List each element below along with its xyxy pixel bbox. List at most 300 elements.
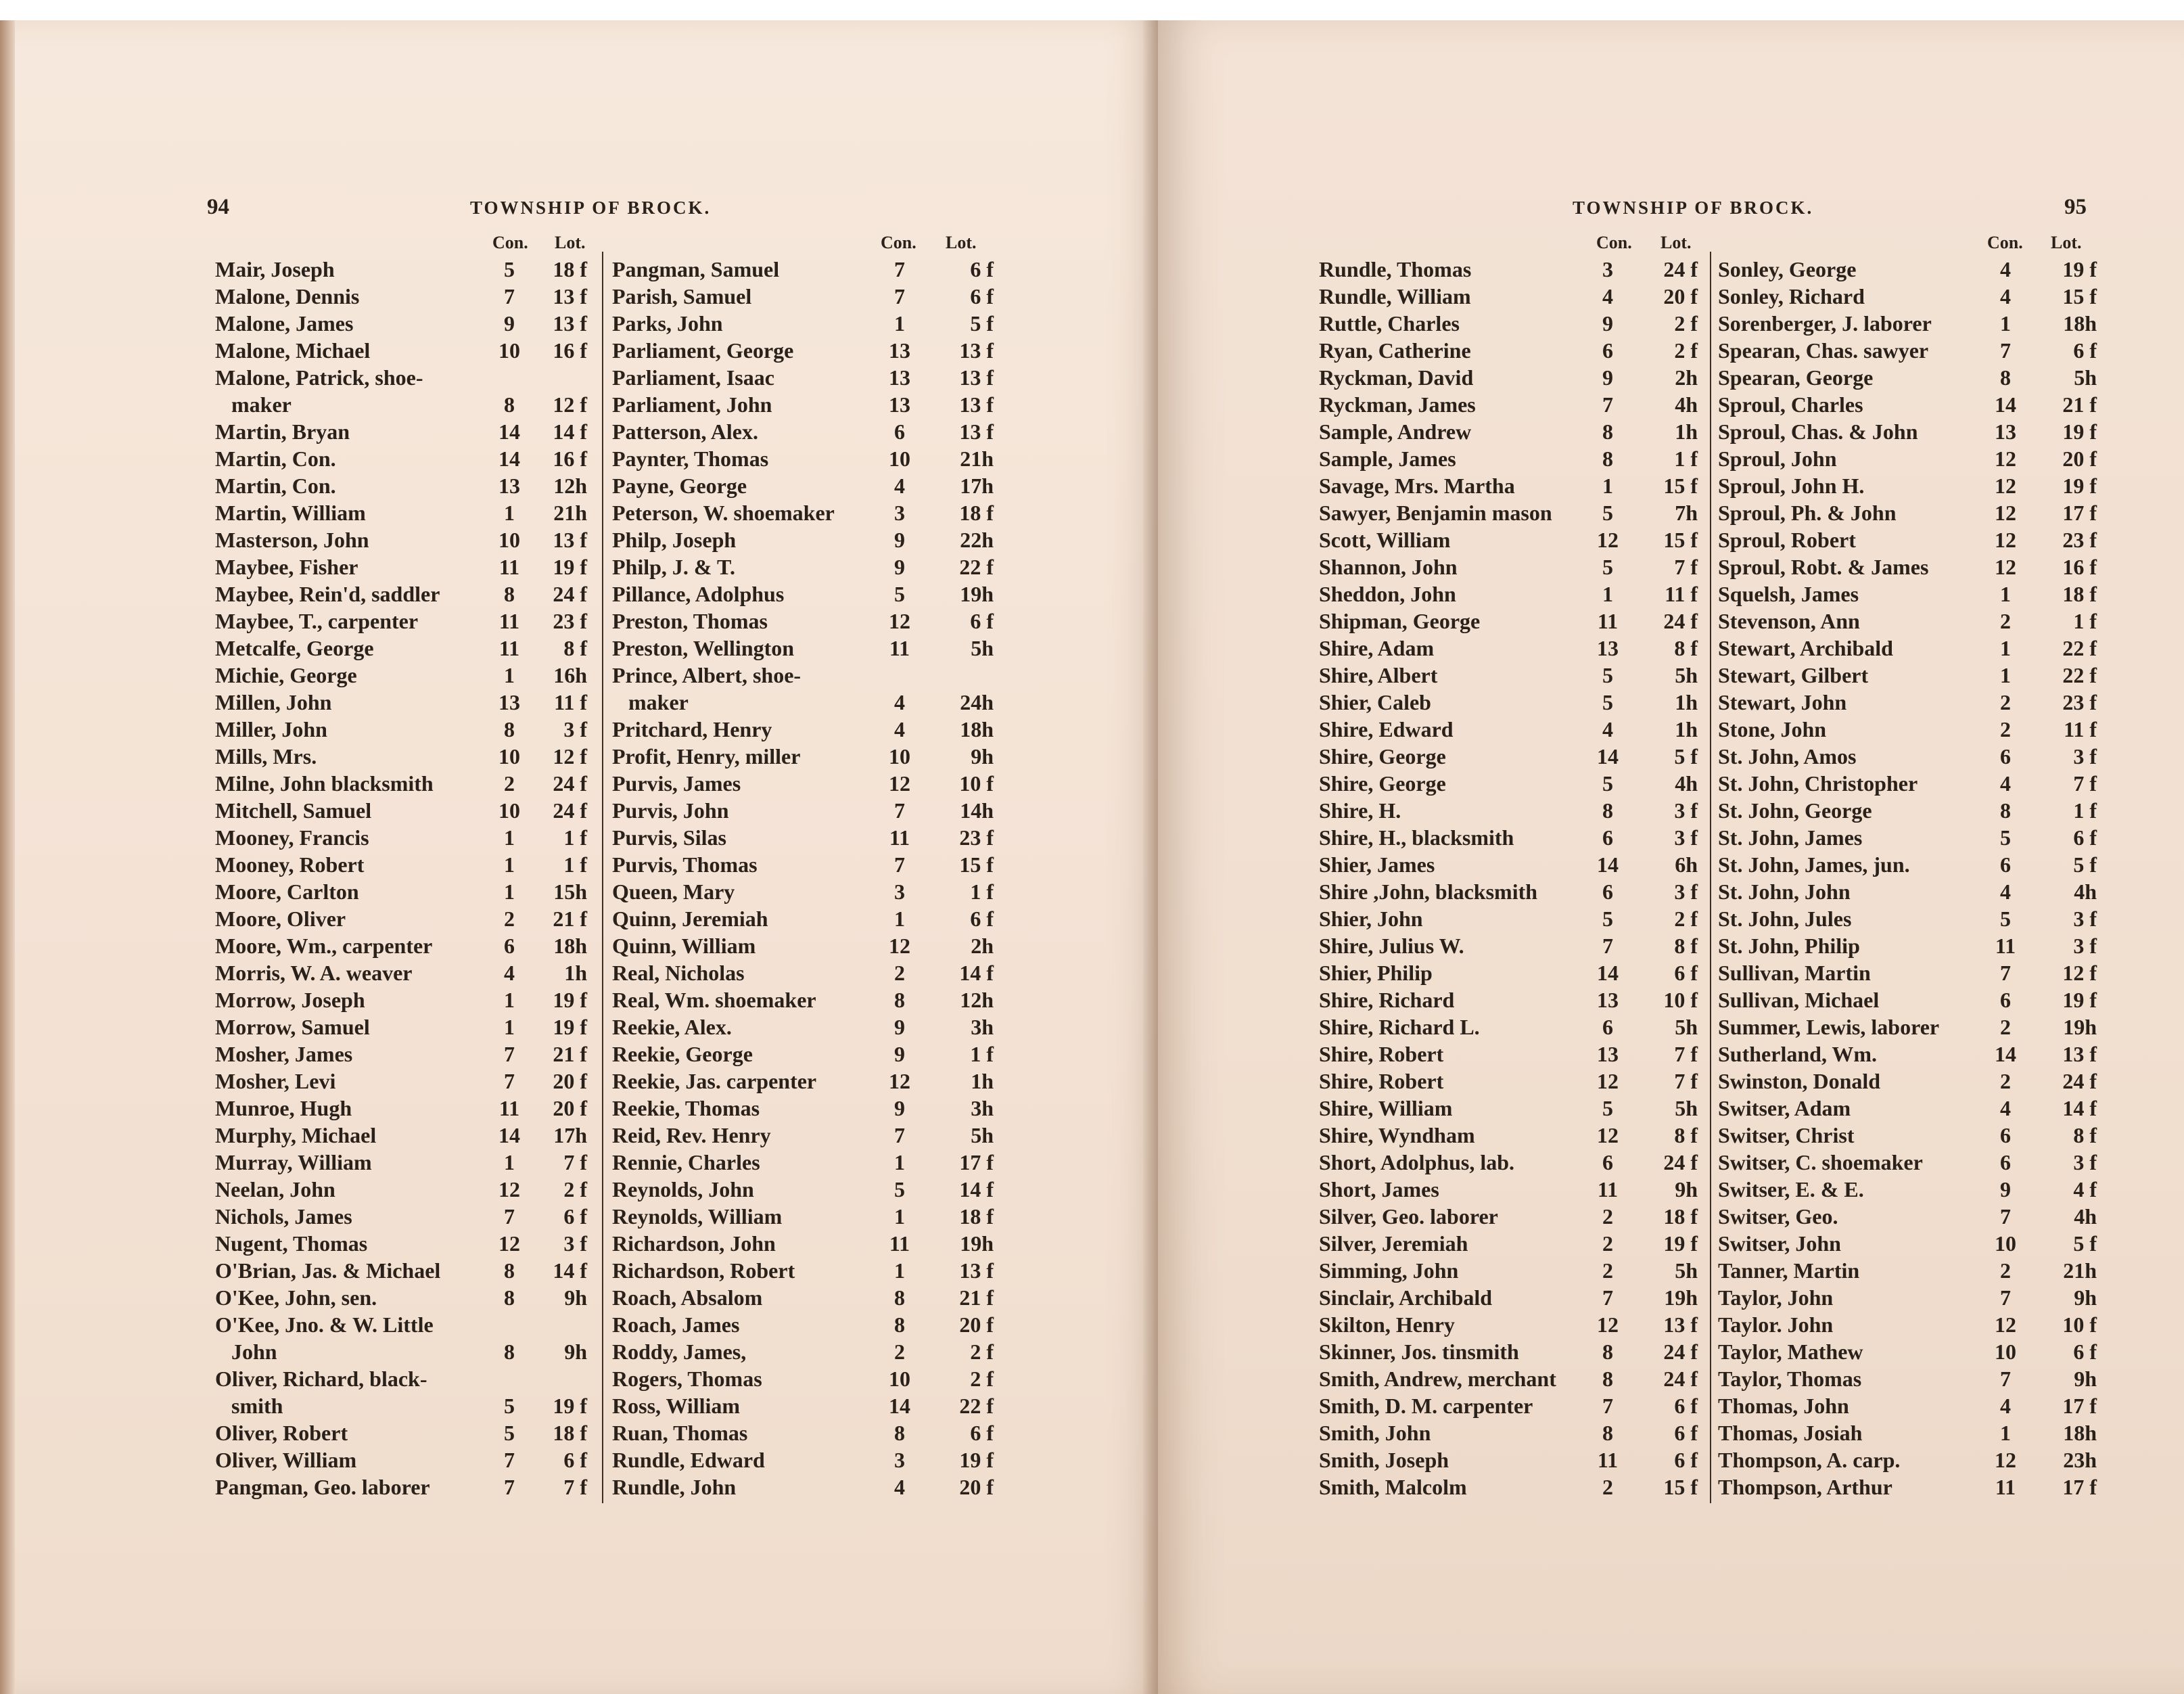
entry-name: Ruttle, Charles (1319, 311, 1460, 336)
entry-name: Martin, Con. (215, 447, 336, 471)
entry-name: Paynter, Thomas (612, 447, 769, 471)
list-item (1718, 283, 2107, 310)
entry-lot: 16 f (553, 447, 587, 471)
lot-header: Lot. (946, 233, 977, 252)
entry-con: 12 (1597, 1312, 1619, 1337)
entry-con: 14 (1597, 961, 1619, 985)
entry-name: Parliament, John (612, 392, 772, 417)
entry-con: 14 (1995, 392, 2016, 417)
entry-name: Richardson, Robert (612, 1258, 795, 1283)
entry-con: 14 (1597, 852, 1619, 877)
entry-lot: 3 f (563, 1231, 587, 1256)
entry-name: Thomas, Josiah (1718, 1421, 1863, 1445)
entry-lot: 24h (960, 690, 994, 714)
entry-lot: 15 f (1663, 528, 1698, 552)
list-item (612, 662, 998, 689)
entry-con: 2 (2000, 717, 2011, 741)
entry-con: 3 (1602, 257, 1613, 281)
entry-lot: 6 f (1674, 1448, 1698, 1472)
entry-name: Oliver, William (215, 1448, 357, 1472)
entry-con: 8 (1602, 1367, 1613, 1391)
entry-name: Silver, Geo. laborer (1319, 1204, 1498, 1229)
entry-lot: 9h (1675, 1177, 1698, 1201)
list-item (1319, 716, 1704, 743)
entry-name: Mills, Mrs. (215, 744, 317, 769)
list-item (1718, 526, 2107, 553)
entry-con: 6 (2000, 1150, 2011, 1174)
entry-name: Mooney, Robert (215, 852, 365, 877)
list-item (612, 905, 998, 932)
entry-lot: 5h (971, 636, 994, 660)
entry-name: Reekie, Jas. carpenter (612, 1069, 817, 1093)
list-item (215, 499, 594, 526)
entry-con: 2 (2000, 609, 2011, 633)
entry-con: 12 (498, 1177, 520, 1201)
list-item (612, 1013, 998, 1040)
entry-lot: 21 f (553, 907, 587, 931)
entry-con: 4 (894, 1475, 905, 1499)
list-item (1718, 1284, 2107, 1311)
entry-con: 12 (889, 1069, 910, 1093)
list-item (612, 283, 998, 310)
list-item (215, 689, 594, 716)
entry-lot: 1 f (970, 1042, 994, 1066)
entry-lot: 18h (960, 717, 994, 741)
entry-lot: 14 f (959, 1177, 994, 1201)
entry-con: 10 (889, 744, 910, 769)
list-item (1319, 1338, 1704, 1365)
list-item (612, 337, 998, 364)
entry-lot: 2 f (970, 1367, 994, 1391)
entry-name: Thomas, John (1718, 1394, 1849, 1418)
list-item (612, 743, 998, 770)
entry-con: 8 (894, 1285, 905, 1310)
entry-name: Mosher, James (215, 1042, 353, 1066)
running-head: TOWNSHIP OF BROCK. (470, 198, 712, 218)
entry-lot: 6 f (563, 1448, 587, 1472)
entry-con: 2 (894, 961, 905, 985)
entry-con: 8 (2000, 798, 2011, 823)
list-item (1718, 1446, 2107, 1473)
entry-name: Switser, E. & E. (1718, 1177, 1864, 1201)
entry-name: Shire, George (1319, 771, 1446, 796)
entry-con: 6 (2000, 744, 2011, 769)
entry-con: 2 (894, 1340, 905, 1364)
entry-name: Ryan, Catherine (1319, 338, 1471, 363)
list-item (612, 1311, 998, 1338)
entry-lot: 1h (1675, 690, 1698, 714)
entry-con: 14 (498, 419, 520, 444)
entry-lot: 15 f (1663, 474, 1698, 498)
entry-con: 5 (1602, 907, 1613, 931)
entry-lot: 19 f (553, 1015, 587, 1039)
list-item (612, 716, 998, 743)
list-item (612, 1068, 998, 1095)
entry-con: 1 (894, 1258, 905, 1283)
entry-name: Purvis, James (612, 771, 741, 796)
entry-column (215, 256, 594, 1501)
list-item (215, 310, 594, 337)
list-item (1718, 851, 2107, 878)
list-item (1718, 959, 2107, 986)
entry-name: Morris, W. A. weaver (215, 961, 413, 985)
list-item (1319, 635, 1704, 662)
entry-name: Malone, James (215, 311, 354, 336)
entry-con: 3 (894, 879, 905, 904)
list-item (1319, 878, 1704, 905)
list-item (215, 770, 594, 797)
entry-lot: 18 f (1663, 1204, 1698, 1229)
entry-lot: 2 f (970, 1340, 994, 1364)
entry-lot: 6 f (970, 609, 994, 633)
entry-con: 8 (894, 1421, 905, 1445)
list-item (215, 662, 594, 689)
entry-name: Shire, Robert (1319, 1069, 1444, 1093)
list-item (1319, 256, 1704, 283)
list-item (1718, 1473, 2107, 1501)
entry-lot: 5 f (2073, 1231, 2097, 1256)
entry-name: Shipman, George (1319, 609, 1481, 633)
list-item (1718, 364, 2107, 391)
con-header: Con. (881, 233, 916, 252)
entry-lot: 21 f (2062, 392, 2097, 417)
entry-con: 4 (1602, 717, 1613, 741)
entry-lot: 24 f (1663, 257, 1698, 281)
entry-name: Rennie, Charles (612, 1150, 760, 1174)
column-rule (1710, 252, 1711, 1503)
entry-con: 2 (1602, 1231, 1613, 1256)
entry-lot: 19 f (2062, 988, 2097, 1012)
entry-name: Sample, James (1319, 447, 1456, 471)
entry-name: Patterson, Alex. (612, 419, 758, 444)
entry-lot: 1 f (1674, 447, 1698, 471)
entry-lot: 22 f (959, 555, 994, 579)
entry-lot: 19 f (1663, 1231, 1698, 1256)
entry-lot: 19h (960, 582, 994, 606)
entry-name: Thompson, A. carp. (1718, 1448, 1901, 1472)
list-item (215, 526, 594, 553)
list-item (1718, 797, 2107, 824)
entry-lot: 1 f (970, 879, 994, 904)
entry-name: Shire, H., blacksmith (1319, 825, 1514, 850)
entry-name: Taylor. John (1718, 1312, 1834, 1337)
entry-lot: 21 f (959, 1285, 994, 1310)
list-item (1718, 662, 2107, 689)
entry-lot: 24 f (1663, 1367, 1698, 1391)
entry-lot: 3 f (1674, 825, 1698, 850)
entry-lot: 21h (553, 501, 587, 525)
entry-lot: 22 f (959, 1394, 994, 1418)
entry-name: Summer, Lewis, laborer (1718, 1015, 1940, 1039)
list-item (1319, 1473, 1704, 1501)
entry-con: 7 (1602, 392, 1613, 417)
entry-name: Spearan, George (1718, 365, 1874, 390)
list-item (1718, 1040, 2107, 1068)
list-item (215, 1446, 594, 1473)
entry-lot: 10 f (959, 771, 994, 796)
entry-lot: 3 f (2073, 744, 2097, 769)
entry-lot: 13 f (553, 528, 587, 552)
entry-con: 13 (498, 690, 520, 714)
list-item (612, 689, 998, 716)
list-item (215, 986, 594, 1013)
running-head: TOWNSHIP OF BROCK. (1573, 198, 1814, 218)
con-header: Con. (492, 233, 528, 252)
entry-name: Stone, John (1718, 717, 1827, 741)
entry-name: St. John, Christopher (1718, 771, 1918, 796)
list-item (1718, 1122, 2107, 1149)
entry-lot: 12h (553, 474, 587, 498)
entry-lot: 12h (960, 988, 994, 1012)
entry-name: Oliver, Richard, black- (215, 1367, 427, 1391)
entry-con: 11 (889, 825, 910, 850)
con-header: Con. (1596, 233, 1632, 252)
entry-con: 3 (894, 1448, 905, 1472)
entry-lot: 19 f (553, 1394, 587, 1418)
list-item (1718, 580, 2107, 608)
entry-con: 5 (504, 257, 515, 281)
list-item (612, 445, 998, 472)
list-item (1319, 743, 1704, 770)
list-item (1319, 526, 1704, 553)
entry-con: 1 (504, 663, 515, 687)
entry-lot: 7 f (563, 1475, 587, 1499)
entry-name: Real, Wm. shoemaker (612, 988, 816, 1012)
entry-name: Maybee, T., carpenter (215, 609, 419, 633)
entry-name: Spearan, Chas. sawyer (1718, 338, 1929, 363)
entry-con: 5 (504, 1394, 515, 1418)
entry-lot: 24 f (1663, 1340, 1698, 1364)
entry-lot: 4h (1675, 392, 1698, 417)
entry-con: 11 (1995, 934, 2016, 958)
entry-con: 8 (894, 988, 905, 1012)
entry-name: Shire, Robert (1319, 1042, 1444, 1066)
list-item (215, 905, 594, 932)
list-item (1319, 959, 1704, 986)
entry-con: 8 (1602, 1421, 1613, 1445)
list-item (1718, 337, 2107, 364)
entry-con: 9 (894, 528, 905, 552)
entry-name: Shier, John (1319, 907, 1423, 931)
entry-con: 7 (504, 1204, 515, 1229)
entry-name: Rundle, John (612, 1475, 737, 1499)
entry-con: 9 (894, 1042, 905, 1066)
entry-lot: 9h (2074, 1285, 2097, 1310)
entry-lot: 6 f (970, 284, 994, 308)
entry-lot: 9h (2074, 1367, 2097, 1391)
list-item (215, 1040, 594, 1068)
entry-con: 9 (2000, 1177, 2011, 1201)
entry-con: 12 (1995, 528, 2016, 552)
entry-name: O'Kee, Jno. & W. Little (215, 1312, 434, 1337)
entry-con: 3 (894, 501, 905, 525)
list-item (1319, 283, 1704, 310)
entry-lot: 2 f (1674, 907, 1698, 931)
entry-name: Sproul, John (1718, 447, 1837, 471)
list-item (215, 1122, 594, 1149)
list-item (1319, 391, 1704, 418)
list-item (612, 1419, 998, 1446)
entry-con: 7 (2000, 1204, 2011, 1229)
entry-lot: 12 f (553, 744, 587, 769)
entry-con: 10 (498, 338, 520, 363)
list-item (1718, 391, 2107, 418)
entry-con: 1 (504, 501, 515, 525)
entry-name: St. John, James, jun. (1718, 852, 1910, 877)
list-item (215, 1230, 594, 1257)
list-item (1718, 1230, 2107, 1257)
list-item (1718, 1365, 2107, 1392)
entry-lot: 20 f (959, 1475, 994, 1499)
entry-name: Ross, William (612, 1394, 741, 1418)
entry-lot: 1h (1675, 419, 1698, 444)
entry-con: 1 (1602, 474, 1613, 498)
entry-lot: 1 f (2073, 609, 2097, 633)
entry-con: 1 (504, 825, 515, 850)
lot-header: Lot. (1660, 233, 1692, 252)
entry-con: 8 (894, 1312, 905, 1337)
entry-con: 7 (894, 1123, 905, 1147)
list-item (612, 932, 998, 959)
entry-lot: 7h (1675, 501, 1698, 525)
list-item (612, 1284, 998, 1311)
list-item (1319, 1365, 1704, 1392)
list-item (1718, 310, 2107, 337)
entry-con: 1 (1602, 582, 1613, 606)
entry-name: Shire, Albert (1319, 663, 1438, 687)
entry-lot: 5h (1675, 1096, 1698, 1120)
entry-con: 5 (894, 582, 905, 606)
entry-con: 11 (498, 555, 520, 579)
list-item (215, 1257, 594, 1284)
entry-name: Quinn, Jeremiah (612, 907, 768, 931)
entry-name: Shier, Philip (1319, 961, 1433, 985)
list-item (612, 959, 998, 986)
entry-lot: 3 f (2073, 1150, 2097, 1174)
entry-name: Taylor, Thomas (1718, 1367, 1862, 1391)
list-item (215, 824, 594, 851)
list-item (1718, 1149, 2107, 1176)
entry-con: 7 (2000, 1285, 2011, 1310)
entry-name: Smith, John (1319, 1421, 1431, 1445)
entry-lot: 22h (960, 528, 994, 552)
entry-con: 5 (894, 1177, 905, 1201)
entry-name: Scott, William (1319, 528, 1451, 552)
page-number: 94 (207, 195, 229, 219)
entry-con: 7 (2000, 961, 2011, 985)
entry-name: Murray, William (215, 1150, 372, 1174)
entry-con: 7 (2000, 1367, 2011, 1391)
list-item (1718, 1176, 2107, 1203)
entry-lot: 21h (960, 447, 994, 471)
list-item (1718, 635, 2107, 662)
entry-con: 11 (1597, 609, 1619, 633)
entry-name: Malone, Dennis (215, 284, 360, 308)
entry-name: Milne, John blacksmith (215, 771, 434, 796)
entry-name: Miller, John (215, 717, 327, 741)
entry-con: 4 (894, 690, 905, 714)
entry-lot: 5 f (1674, 744, 1698, 769)
list-item (1319, 1013, 1704, 1040)
entry-lot: 20 f (959, 1312, 994, 1337)
entry-lot: 5h (2074, 365, 2097, 390)
entry-lot: 23 f (553, 609, 587, 633)
entry-name: Sheddon, John (1319, 582, 1456, 606)
list-item (1718, 1068, 2107, 1095)
entry-con: 11 (889, 636, 910, 660)
entry-name: Murphy, Michael (215, 1123, 377, 1147)
entry-lot: 2 f (1674, 338, 1698, 363)
entry-con: 2 (2000, 1015, 2011, 1039)
entry-lot: 6h (1675, 852, 1698, 877)
entry-lot: 20 f (2062, 447, 2097, 471)
list-item (612, 770, 998, 797)
entry-con: 12 (889, 934, 910, 958)
entry-name: Smith, Andrew, merchant (1319, 1367, 1556, 1391)
list-item (612, 499, 998, 526)
entry-con: 2 (504, 907, 515, 931)
entry-lot: 17 f (2062, 1394, 2097, 1418)
list-item (215, 1013, 594, 1040)
list-item (1319, 337, 1704, 364)
list-item (1319, 1257, 1704, 1284)
list-item (1718, 499, 2107, 526)
entry-lot: 19h (2063, 1015, 2097, 1039)
entry-name: Purvis, Silas (612, 825, 726, 850)
list-item (1319, 1419, 1704, 1446)
entry-con: 9 (504, 311, 515, 336)
entry-con: 13 (889, 392, 910, 417)
entry-name: Switser, John (1718, 1231, 1841, 1256)
entry-name: Stewart, John (1718, 690, 1847, 714)
list-item (215, 1365, 594, 1392)
entry-con: 6 (1602, 825, 1613, 850)
list-item (215, 553, 594, 580)
list-item (1718, 418, 2107, 445)
entry-name: O'Brian, Jas. & Michael (215, 1258, 441, 1283)
entry-name: Masterson, John (215, 528, 369, 552)
entry-lot: 2h (1675, 365, 1698, 390)
entry-lot: 11 f (2064, 717, 2097, 741)
entry-lot: 8 f (1674, 1123, 1698, 1147)
list-item (215, 1338, 594, 1365)
entry-con: 13 (889, 338, 910, 363)
entry-name: Shire, Richard (1319, 988, 1455, 1012)
entry-name: Switser, Geo. (1718, 1204, 1838, 1229)
entry-con: 11 (889, 1231, 910, 1256)
entry-name: John (215, 1340, 277, 1364)
entry-name: Purvis, John (612, 798, 729, 823)
entry-name: St. John, George (1718, 798, 1872, 823)
entry-con: 5 (1602, 663, 1613, 687)
entry-lot: 14 f (2062, 1096, 2097, 1120)
entry-lot: 1 f (563, 825, 587, 850)
list-item (612, 1446, 998, 1473)
entry-name: Moore, Carlton (215, 879, 359, 904)
entry-con: 12 (889, 609, 910, 633)
entry-lot: 13 f (959, 365, 994, 390)
list-item (1718, 1419, 2107, 1446)
entry-con: 9 (894, 555, 905, 579)
entry-lot: 18 f (2062, 582, 2097, 606)
entry-con: 13 (1597, 636, 1619, 660)
list-item (215, 932, 594, 959)
list-item (215, 283, 594, 310)
entry-lot: 1h (971, 1069, 994, 1093)
entry-con: 1 (504, 988, 515, 1012)
entry-lot: 18 f (553, 1421, 587, 1445)
entry-lot: 11 f (554, 690, 587, 714)
